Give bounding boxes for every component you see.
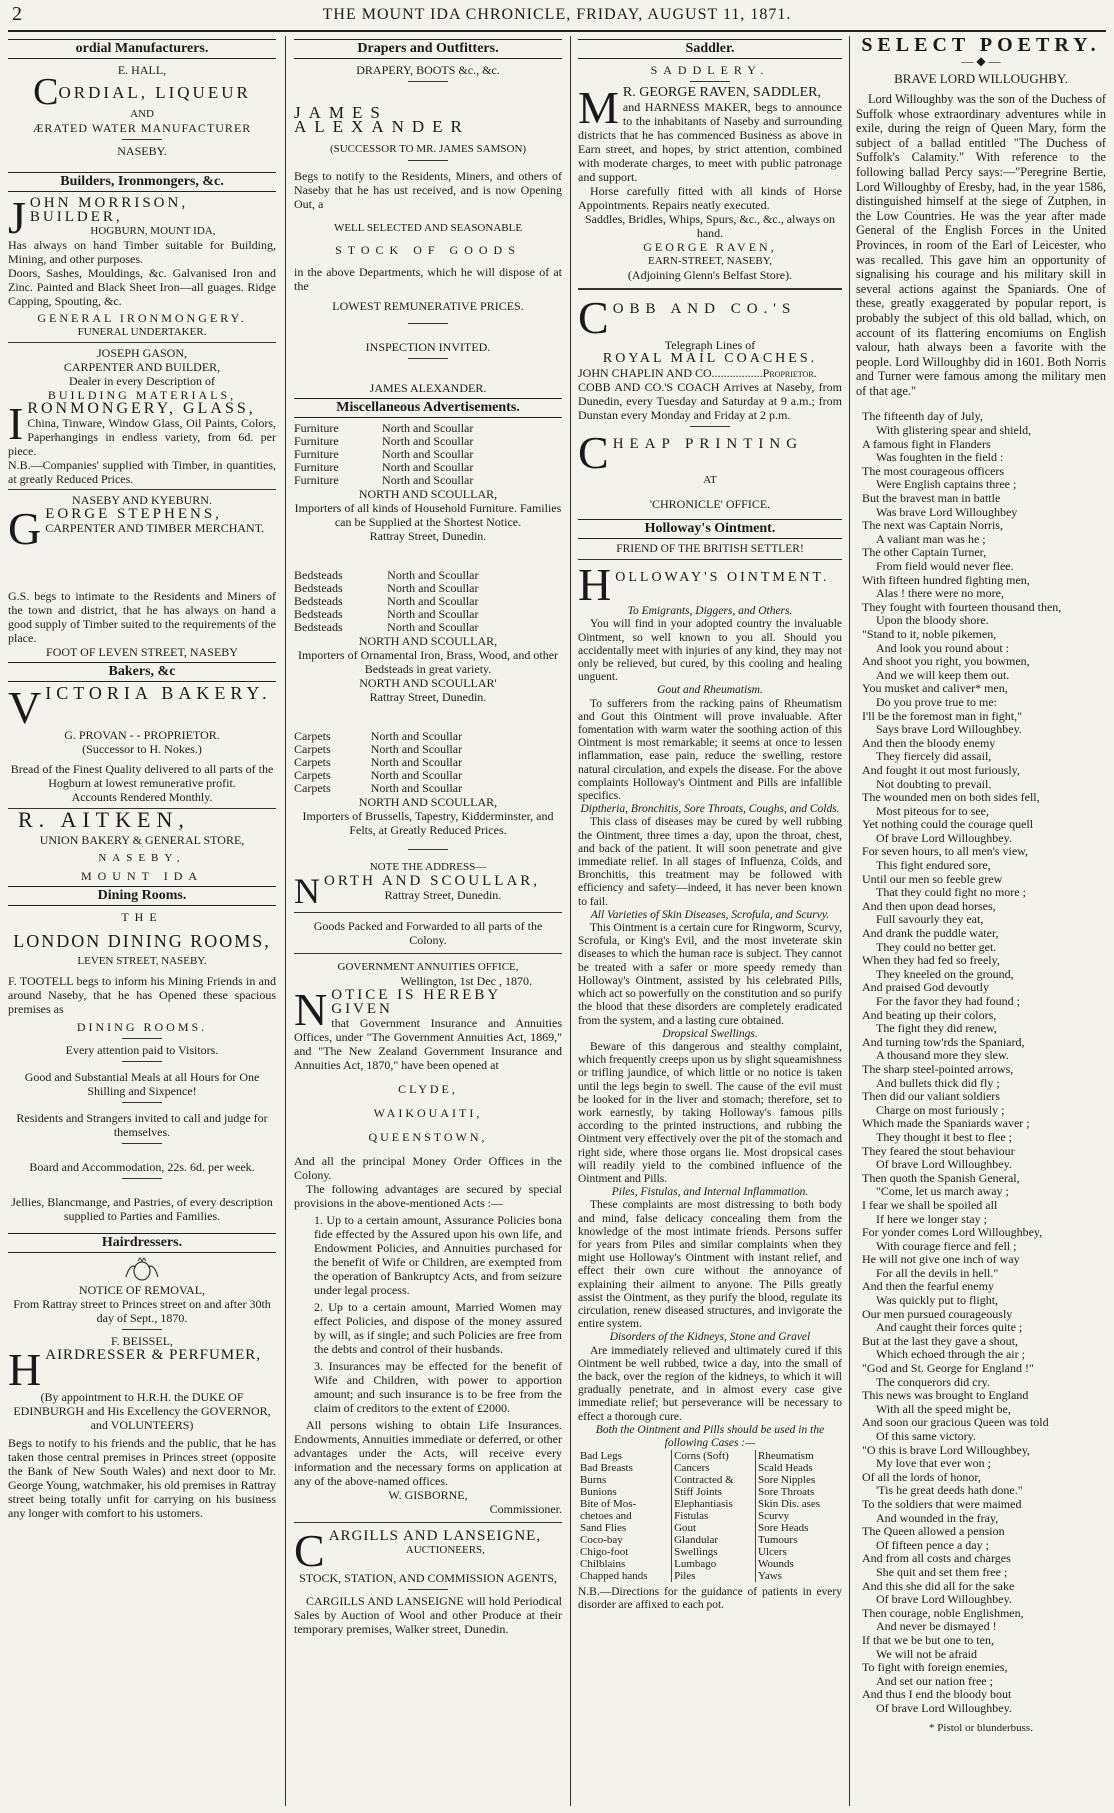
case-item: Bunions xyxy=(580,1486,617,1499)
poem-line: The other Captain Turner, xyxy=(862,545,987,560)
poem-line: And then the bloody enemy xyxy=(862,735,996,750)
column-divider xyxy=(570,36,571,1806)
poem-line: 'Tis he great deeds hath done." xyxy=(876,1483,1023,1498)
case-item: Chapped hands xyxy=(580,1570,648,1583)
poem-line: With courage fierce and fell ; xyxy=(876,1238,1017,1253)
poem-line: Until our men so feeble grew xyxy=(862,871,1003,886)
poem-line: And look you round about : xyxy=(876,640,1009,655)
masthead xyxy=(0,0,1114,30)
case-item: Yaws xyxy=(758,1570,782,1583)
poem-line: The wounded men on both sides fell, xyxy=(862,790,1040,805)
footnote: * Pistol or blunderbuss. xyxy=(929,1722,1033,1735)
case-item: Burns xyxy=(580,1474,607,1487)
case-item: Scurvy xyxy=(758,1510,790,1523)
case-item: Cancers xyxy=(674,1462,710,1475)
poem-line: But the bravest man in battle xyxy=(862,491,1001,506)
poem-line: For the favor they had found ; xyxy=(876,994,1020,1008)
poem-line: We will not be afraid xyxy=(876,1646,977,1661)
poem-title: BRAVE LORD WILLOUGHBY. xyxy=(894,71,1068,86)
poem-line: And we will keep them out. xyxy=(876,667,1010,682)
poem-line: For seven hours, to all men's view, xyxy=(862,844,1029,859)
government-annuities-ad: GOVERNMENT ANNUITIES OFFICE, Wellington, 1st Dec , 1870. N OTICE IS HEREBY GIVEN that Government Insurance and Annuities Offices, under "The Government Annuities Act, 1869," and "The New Zealand Government Insurance and Annuities Act, 1870," have been opened at CLYDE, WAIKOUAITI, QUEENSTOWN, And all the principal Money Order Offices in the Colony. The following advantages are secured by special provisions in the above-mentioned Acts :— 1. Up to a certain amount, Assurance Policies bona fide effected by the Assured upon his own life, and Endowment Policies, and Annuities purchased for the benefit of Wife or Children, are exempted from the operation of Bankruptcy Acts, and from seizure under legal process. 2. Up to a certain amount, Married Women may effect Policies, and dispose of the money assured by will, as if single; and such Policies are free from the debts and control of their husbands. 3. Insurances may be effected for the benefit of Wife and Children, with power to apportion amount; and such insurance is to be free from the claim of creditors to the extent of £2000. All persons wishing to obtain Life Insurances. Endowments, Annuities immediate or deferred, or other advantages under the Acts, will receive every information and the necessary forms on application at any of the above-named offices. W. GISBORNE, Commissioner. xyxy=(294,961,562,1516)
poem-line: I fear we shall be spoiled all xyxy=(862,1197,998,1212)
poem-line: With all the speed might be, xyxy=(876,1401,1011,1416)
poem-line: And then the fearful enemy xyxy=(862,1279,994,1294)
poem-line: Not doubting to prevail. xyxy=(876,776,992,791)
poem-line: And turning tow'rds the Spaniard, xyxy=(862,1034,1025,1049)
cordial-ad: CORDIAL, LIQUEUR xyxy=(33,71,251,113)
poem-line: The next was Captain Norris, xyxy=(862,518,1003,533)
case-item: Glandular xyxy=(674,1534,719,1547)
column-1: ordial Manufacturers. E. HALL, CORDIAL, LIQUEUR AND ÆRATED WATER MANUFACTURER NASEBY. Builders, Ironmongers, &c. J OHN MORRISON, BUILDER, HOGBURN, MOUNT IDA, Has always on hand Timber suitable for Building, Mining, and other purposes. Doors, Sashes, Mouldings, &c. Galvanised Iron and Zinc. Painted and Black Sheet Iron—all guages. Ridge Capping, Spouting, &c. GENERAL IRONMONGERY. FUNERAL UNDERTAKER. JOSEPH GASON, CARPENTER AND BUILDER, Dealer in every Description of BUILDING MATERIALS, I RONMONGERY, GLASS, China, Tinware, Window Glass, Oil Paints, Colors, Paperhangings in endless variety, from 6d. per piece. N.B.—Companies' supplied with Timber, in quantities, at greatly Reduced Prices. NASEBY AND KYEBURN. G EORGE STEPHENS, CARPENTER AND TIMBER MERCHANT. G.S. begs to intimate to the Residents and Miners of the town and district, that he has always on hand a good supply of Timber suited to the requirements of the place. FOOT OF LEVEN STREET, NASEBY Bakers, &c V ICTORIA BAKERY. G. PROVAN - - PROPRIETOR. (Successor to H. Nokes.) Bread of the Finest Quality delivered to all parts of the Hogburn at lowest remunerative profit. Accounts Rendered Monthly. R. AITKEN, UNION BAKERY & GENERAL STORE, NASEBY, MOUNT IDA Dining Rooms. THE LONDON DINING ROOMS, LEVEN STREET, NASEBY. F. TOOTELL begs to inform his Mining Friends in and around Naseby, that he has Opened these spacious premises as DINING ROOMS. Every attention paid to Visitors. Good and Substantial Meals at all Hours for One Shilling and Sixpence! Residents and Strangers invited to call and judge for themselves. Board and Accommodation, 22s. 6d. per week. Jellies, Blancmange, and Pastries, of every description supplied to Parties and Families. Hairdressers. NOTICE OF REMOVAL, From Rattray street to Princes street on and after 30th day of Sept., 1870. F. BEISSEL, H AIRDRESSER & PERFUMER, (By appointment to H.R.H. the DUKE OF EDINBURGH and His Excellency the GOVERNOR, and VOLUNTEERS) Begs to notify to his friends and the public, that he has taken those central premises in Princes street (opposite the Bank of New South Wales) and next door to Mr. George Young, watchmaker, his old premises in Rattray street being totally unfit for carrying on his business any longer with comfort to his ustomers. xyxy=(8,41,276,1520)
poem-line: With fifteen hundred fighting men, xyxy=(862,572,1030,587)
victoria-bakery-ad: V ICTORIA BAKERY. G. PROVAN - - PROPRIETOR. (Successor to H. Nokes.) Bread of the Finest Quality delivered to all parts of the Hogburn at lowest remunerative profit. Accounts Rendered Monthly. xyxy=(8,682,274,804)
case-item: Bad Legs xyxy=(580,1450,622,1463)
poem-line: You musket and caliver* men, xyxy=(862,681,1008,696)
poem-line: I'll be the foremost man in fight," xyxy=(862,708,1023,723)
case-item: Fistulas xyxy=(674,1510,709,1523)
poem-line: This news was brought to England xyxy=(862,1388,1029,1403)
column-4 xyxy=(856,36,1106,1806)
poem-line: And this she did all for the sake xyxy=(862,1578,1015,1593)
note-address: NOTE THE ADDRESS— N ORTH AND SCOULLAR, Rattray Street, Dunedin. xyxy=(294,861,541,911)
north-scoullar-bedsteads: Bedsteads North and Scoullar Bedsteads North and Scoullar Bedsteads North and Scoullar Bedsteads North and Scoullar Bedsteads North and Scoullar NORTH AND SCOULLAR, Importers of Ornamental Iron, Brass, Wood, and other Bedsteads in great variety. NORTH AND SCOULLAR' Rattray Street, Dunedin. xyxy=(294,568,559,704)
poem-line: They fought with fourteen thousand then, xyxy=(862,599,1062,614)
case-item: Skin Dis. ases xyxy=(758,1498,821,1511)
poem-line: They thought it best to flee ; xyxy=(876,1129,1012,1144)
poem-line: They feared the stout behaviour xyxy=(862,1143,1015,1158)
royal-crest-icon xyxy=(122,1257,162,1283)
poem-line: She quit and set them free ; xyxy=(876,1564,1008,1579)
column-divider xyxy=(849,36,850,1806)
ornament-divider: — ◆ — xyxy=(961,54,1001,68)
case-item: Contracted & xyxy=(674,1474,734,1487)
case-item: Coco-bay xyxy=(580,1534,623,1547)
poem-line: Of brave Lord Willoughbey. xyxy=(876,1592,1012,1607)
poem-line: Says brave Lord Willoughbey. xyxy=(876,722,1022,737)
poem-line: Do you prove true to me: xyxy=(876,694,997,709)
poem-line: The fifteenth day of July, xyxy=(862,409,983,424)
poem-line: And set our nation free ; xyxy=(876,1673,993,1688)
poem-body xyxy=(856,410,1106,1715)
north-scoullar-furniture: Furniture North and Scoullar Furniture North and Scoullar Furniture North and Scoullar Furniture North and Scoullar Furniture North and Scoullar NORTH AND SCOULLAR, Importers of all kinds of Household Furniture. Families can be Supplied at the Shortest Notice. Rattray Street, Dunedin. xyxy=(294,421,562,543)
poem-line: They kneeled on the ground, xyxy=(876,966,1014,981)
poem-line: This fight endured sore, xyxy=(876,858,991,873)
masthead-rule xyxy=(8,30,1106,32)
stephens-ad: NASEBY AND KYEBURN. G EORGE STEPHENS, CARPENTER AND TIMBER MERCHANT. G.S. begs to intimate to the Residents and Miners of the town and district, that he has always on hand a good supply of Timber suited to the requirements of the place. FOOT OF LEVEN STREET, NASEBY xyxy=(8,493,276,659)
poem-line: He will not give one inch of way xyxy=(862,1252,1020,1267)
poem-line: But at the last they gave a shout, xyxy=(862,1333,1018,1348)
poem-line: A famous fight in Flanders xyxy=(862,436,991,451)
section-heading: ordial Manufacturers. xyxy=(8,39,276,59)
case-item: Stiff Joints xyxy=(674,1486,722,1499)
poem-line: Upon the bloody shore. xyxy=(876,613,989,628)
poem-line: Our men pursued courageously xyxy=(862,1306,1013,1321)
poem-line: Were English captains three ; xyxy=(876,477,1017,492)
column-divider xyxy=(285,36,286,1806)
poem-line: And soon our gracious Queen was told xyxy=(862,1415,1049,1430)
case-item: Sore Throats xyxy=(758,1486,815,1499)
cobb-co-ad: C OBB AND CO.'S Telegraph Lines of ROYAL MAIL COACHES. JOHN CHAPLIN AND CO.................Proprietor. COBB AND CO.'S COACH Arrives at Naseby, from Dunedin, every Tuesday and Saturday at 9 a.m.; from Dunstan every Monday and Friday at 2 p.m. xyxy=(578,292,842,422)
london-dining-rooms-ad: THE LONDON DINING ROOMS, LEVEN STREET, NASEBY. F. TOOTELL begs to inform his Mining Friends in and around Naseby, that he has Opened these spacious premises as DINING ROOMS. Every attention paid to Visitors. Good and Substantial Meals at all Hours for One Shilling and Sixpence! Residents and Strangers invited to call and judge for themselves. Board and Accommodation, 22s. 6d. per week. Jellies, Blancmange, and Pastries, of every description supplied to Parties and Families. xyxy=(8,910,276,1223)
page-number: 2 xyxy=(12,3,22,25)
case-item: Sand Flies xyxy=(580,1522,627,1535)
case-item: Sore Heads xyxy=(758,1522,809,1535)
alexander-ad: DRAPERY, BOOTS &c., &c. JAMES ALEXANDER (SUCCESSOR TO MR. JAMES SAMSON) Begs to notify to the Residents, Miners, and others of Naseby that he has ust received, and is now Opening Out, a WELL SELECTED AND SEASONABLE STOCK OF GOODS in the above Departments, which he will dispose of at the LOWEST REMUNERATIVE PRICES. INSPECTION INVITED. JAMES ALEXANDER. xyxy=(294,63,562,395)
poem-line: My love that ever won ; xyxy=(876,1456,991,1471)
poem-line: And wounded in the fray, xyxy=(876,1510,999,1525)
section-heading: Drapers and Outfitters. xyxy=(294,39,562,59)
case-item: Bad Breasts xyxy=(580,1462,633,1475)
poem-line: That they could fight no more ; xyxy=(876,885,1026,900)
poem-line: To fight with foreign enemies, xyxy=(862,1660,1008,1675)
holloway-ointment-ad: FRIEND OF THE BRITISH SETTLER! H OLLOWAY'S OINTMENT. To Emigrants, Diggers, and Others. You will find in your adopted country the invaluable Ointment, so well known to you all. Should you accidentally meet with injuries of any kind, they may not only be relieved, but cured, by this cooling and healing unguent. Gout and Rheumatism. To sufferers from the racking pains of Rheumatism and Gout this Ointment will prove invaluable. After fomentation with warm water the soothing action of this Ointment is most remarkable; it seems at once to lessen inflammation, ease pain, reduce the swelling, restore natural circulation, and expels the disease. For the above complaints Holloway's Ointment and Pills are infallible specifics. Diptheria, Bronchitis, Sore Throats, Coughs, and Colds. This class of diseases may be cured by well rubbing the Ointment, three times a day, upon the throat, chest, and back of the patient. It will soon penetrate and give immediate relief. In all stages of Influenza, Colds, and Bronchitis, this treatment may be followed with efficiency and safety—indeed, it has never been known to fail. All Varieties of Skin Diseases, Scrofula, and Scurvy. This Ointment is a certain cure for Ringworm, Scurvy, Scrofula, or King's Evil, and the most inveterate skin diseases to which the human race is subject. They cannot be treated with a safer or more speedy remedy than Holloway's Ointment, assisted by his celebrated Pills, which act so powerfully on the constitution and so purify the blood that these disorders are completely eradicated from the system, and a lasting cure obtained. Dropsical Swellings. Beware of this dangerous and stealthy complaint, which frequently creeps upon us by slight squeamishness or trifling jaundice, of which little or no notice is taken until the legs begin to swell. The cause of the evil must be looked for in the liver and stomach; therefore, set to work earnestly, by taking Holloway's famous pills according to the printed instructions, and rubbing the Ointment very effectively over the pit of the stomach and right side, where those organs lie. Most dropsical cases will readily yield to the combined influence of the Ointment and Pills. Piles, Fistulas, and Internal Inflammation. These complaints are most distressing to both body and mind, false delicacy concealing them from the knowledge of the most intimate friends. Persons suffer for years from Piles and similar complaints when they might use Holloway's Ointment with instant relief, and effect their own cure without the annoyance of explaining their ailment to anyone. The Pills greatly assist the Ointment, as they purify the blood, regulate its circulation, renew diseased structures, and invigorate the entire system. Disorders of the Kidneys, Stone and Gravel Are immediately relieved and ultimately cured if this Ointment be well rubbed, twice a day, into the small of the back, over the region of the kidneys, to which it will gradually penetrate, and in almost every case give immediate relief; but perseverance will be necessary to effect a thorough cure. Both the Ointment and Pills should be used in the following Cases :— Bad Legs Bad Breasts Burns Bunions Bite of Mos- chetoes and Sand Flies Coco-bay Chigo-foot Chilblains Chapped hands Corns (Soft) Cancers Contracted & Stiff Joints Elephantiasis Fistulas Gout Glandular Swellings Lumbago Piles Rheumatism Scald Heads Sore Nipples Sore Throats Skin Dis. ases Scurvy Sore Heads Tumours Ulcers Wounds Yaws N.B.—Directions for the guidance of patients in every disorder are affixed to each pot. xyxy=(578,543,842,1612)
section-heading: Dining Rooms. xyxy=(8,886,276,906)
poem-line: Full savourly they eat, xyxy=(876,912,984,927)
case-item: Bite of Mos- xyxy=(580,1498,637,1511)
poem-line: "God and St. George for England !" xyxy=(862,1361,1034,1376)
section-heading: Builders, Ironmongers, &c. xyxy=(8,172,276,192)
cases-table xyxy=(578,1450,842,1582)
poem-line: And then upon dead horses, xyxy=(862,898,996,913)
section-heading: Saddler. xyxy=(578,39,842,59)
poem-line: Was brave Lord Willoughbey xyxy=(876,504,1018,519)
poem-line: Then courage, noble Englishmen, xyxy=(862,1605,1024,1620)
case-item: chetoes and xyxy=(580,1510,632,1523)
cargills-ad: C ARGILLS AND LANSEIGNE, AUCTIONEERS, STOCK, STATION, AND COMMISSION AGENTS, CARGILLS AND LANSEIGNE will hold Periodical Sales by Auction of Wool and other Produce at their temporary premises, Walker street, Dunedin. xyxy=(294,1525,562,1636)
poem-line: The sharp steel-pointed arrows, xyxy=(862,1061,1014,1076)
poem-line: Then did our valiant soldiers xyxy=(862,1089,1000,1104)
gason-ad: JOSEPH GASON, CARPENTER AND BUILDER, Dealer in every Description of BUILDING MATERIALS, I RONMONGERY, GLASS, China, Tinware, Window Glass, Oil Paints, Colors, Paperhangings in endless variety, from 6d. per piece. N.B.—Companies' supplied with Timber, in quantities, at greatly Reduced Prices. xyxy=(8,346,276,486)
section-heading: Holloway's Ointment. xyxy=(578,519,842,539)
poem-line: For all the devils in hell." xyxy=(876,1265,999,1280)
case-item: Scald Heads xyxy=(758,1462,813,1475)
poem-line: And fought it out most furiously, xyxy=(862,762,1020,777)
poem-line: Which echoed through the air ; xyxy=(876,1347,1025,1362)
poem-line: And from all costs and charges xyxy=(862,1551,1011,1566)
poem-line: And never be dismayed ! xyxy=(876,1619,997,1634)
poem-line: And beating up their colors, xyxy=(862,1007,997,1022)
case-item: Tumours xyxy=(758,1534,798,1547)
column-2: Drapers and Outfitters. DRAPERY, BOOTS &c., &c. JAMES ALEXANDER (SUCCESSOR TO MR. JAMES SAMSON) Begs to notify to the Residents, Miners, and others of Naseby that he has ust received, and is now Opening Out, a WELL SELECTED AND SEASONABLE STOCK OF GOODS in the above Departments, which he will dispose of at the LOWEST REMUNERATIVE PRICES. INSPECTION INVITED. JAMES ALEXANDER. Miscellaneous Advertisements. Furniture North and Scoullar Furniture North and Scoullar Furniture North and Scoullar Furniture North and Scoullar Furniture North and Scoullar NORTH AND SCOULLAR, Importers of all kinds of Household Furniture. Families can be Supplied at the Shortest Notice. Rattray Street, Dunedin. Bedsteads North and Scoullar Bedsteads North and Scoullar Bedsteads North and Scoullar Bedsteads North and Scoullar Bedsteads North and Scoullar NORTH AND SCOULLAR, Importers of Ornamental Iron, Brass, Wood, and other Bedsteads in great variety. NORTH AND SCOULLAR' Rattray Street, Dunedin. Carpets North and Scoullar Carpets North and Scoullar Carpets North and Scoullar Carpets North and Scoullar Carpets North and Scoullar NORTH AND SCOULLAR, Importers of Brussells, Tapestry, Kidderminster, and Felts, at Greatly Reduced Prices. NOTE THE ADDRESS— N ORTH AND SCOULLAR, Rattray Street, Dunedin. Goods Packed and Forwarded to all parts of the Colony. GOVERNMENT ANNUITIES OFFICE, Wellington, 1st Dec , 1870. N OTICE IS HEREBY GIVEN that Government Insurance and Annuities Offices, under "The Government Annuities Act, 1869," and "The New Zealand Government Insurance and Annuities Act, 1870," have been opened at CLYDE, WAIKOUAITI, QUEENSTOWN, And all the principal Money Order Offices in the Colony. The following advantages are secured by special provisions in the above-mentioned Acts :— 1. Up to a certain amount, Assurance Policies bona fide effected by the Assured upon his own life, and Endowment Policies, and Annuities purchased for the benefit of Wife or Children, are exempted from the operation of Bankruptcy Acts, and from seizure under legal process. 2. Up to a certain amount, Married Women may effect Policies, and dispose of the money assured by will, as if single; and such Policies are free from the debts and control of their husbands. 3. Insurances may be effected for the benefit of Wife and Children, with power to apportion amount; and such insurance is to be free from the claim of creditors to the extent of £2000. All persons wishing to obtain Life Insurances. Endowments, Annuities immediate or deferred, or other advantages under the Acts, will receive every information and the necessary forms on application at any of the above-named offices. W. GISBORNE, Commissioner. C ARGILLS AND LANSEIGNE, AUCTIONEERS, STOCK, STATION, AND COMMISSION AGENTS, CARGILLS AND LANSEIGNE will hold Periodical Sales by Auction of Wool and other Produce at their temporary premises, Walker street, Dunedin. xyxy=(294,41,562,1636)
poem-line: "Stand to it, noble pikemen, xyxy=(862,626,997,641)
case-item: Corns (Soft) xyxy=(674,1450,729,1463)
poem-line: The fight they did renew, xyxy=(876,1021,997,1036)
poem-line: With glistering spear and shield, xyxy=(876,423,1032,438)
poem-line: Of fifteen pence a day ; xyxy=(876,1537,989,1552)
case-item: Wounds xyxy=(758,1558,794,1571)
poem-line: Alas ! there were no more, xyxy=(876,586,1004,601)
poem-line: And bullets thick did fly ; xyxy=(876,1075,1000,1090)
poem-line: And caught their forces quite ; xyxy=(876,1320,1023,1335)
poem-line: And shoot you right, you bowmen, xyxy=(862,654,1030,669)
case-item: Swellings xyxy=(674,1546,718,1559)
poem-line: Of this same victory. xyxy=(876,1429,976,1443)
poem-line: Was foughten in the field : xyxy=(876,450,1004,465)
beissel-ad: NOTICE OF REMOVAL, From Rattray street to Princes street on and after 30th day of Sept., 1870. F. BEISSEL, H AIRDRESSER & PERFUMER, (By appointment to H.R.H. the DUKE OF EDINBURGH and His Excellency the GOVERNOR, and VOLUNTEERS) Begs to notify to his friends and the public, that he has taken those central premises in Princes street (opposite the Bank of New South Wales) and next door to Mr. George Young, watchmaker, his old premises in Rattray street being totally unfit for carrying on his business any longer with comfort to his ustomers. xyxy=(8,1257,276,1520)
poem-line: Of brave Lord Willoughbey. xyxy=(876,1700,1012,1715)
case-item: Chilblains xyxy=(580,1558,626,1571)
case-item: Ulcers xyxy=(758,1546,787,1559)
section-heading: Hairdressers. xyxy=(8,1233,276,1253)
poem-line: Was quickly put to flight, xyxy=(876,1293,999,1308)
case-item: Lumbago xyxy=(674,1558,717,1571)
section-heading: Miscellaneous Advertisements. xyxy=(294,398,562,418)
case-item: Elephantiasis xyxy=(674,1498,733,1511)
poem-line: To the soldiers that were maimed xyxy=(862,1496,1022,1511)
poem-line: For yonder comes Lord Willoughbey, xyxy=(862,1225,1043,1240)
poem-line: Of brave Lord Willoughbey. xyxy=(876,1157,1012,1172)
north-scoullar-carpets: Carpets North and Scoullar Carpets North and Scoullar Carpets North and Scoullar Carpets North and Scoullar Carpets North and Scoullar NORTH AND SCOULLAR, Importers of Brussells, Tapestry, Kidderminster, and Felts, at Greatly Reduced Prices. xyxy=(294,729,554,837)
aitken-ad: R. AITKEN, UNION BAKERY & GENERAL STORE, NASEBY, MOUNT IDA xyxy=(18,807,245,883)
poem-line: Which made the Spaniards waver ; xyxy=(862,1116,1030,1131)
poem-line: And praised God devoutly xyxy=(862,980,989,995)
newspaper-title: THE MOUNT IDA CHRONICLE, FRIDAY, AUGUST 11, 1871. xyxy=(322,6,792,23)
cheap-printing-ad: C HEAP PRINTING AT 'CHRONICLE' OFFICE. xyxy=(578,427,804,511)
poem-line: Then quoth the Spanish General, xyxy=(862,1170,1020,1185)
poem-line: If that we be but one to ten, xyxy=(862,1632,994,1647)
select-poetry-heading: SELECT POETRY. xyxy=(861,36,1101,56)
poem-line: They fiercely did assail, xyxy=(876,749,992,764)
poem-line: And thus I end the bloody bout xyxy=(862,1687,1012,1702)
poem-line: A thousand more they slew. xyxy=(876,1048,1009,1063)
section-heading: Bakers, &c xyxy=(8,662,276,682)
poem-intro: Lord Willoughby was the son of the Duchess of Suffolk whose extraordinary adventures while in exile, during the reign of Queen Mary, form the subject of a ballad entitled "The Duchess of Suffolk's Calamity." With reference to the following ballad Percy says:—"Peregrine Bertie, Lord Willoughby of Eresby, had, in the year 1586, distinguished himself at the siege of Zutphen, in the Low Countries. He was the year after made General of the English Forces in the United Provinces, in room of the Earl of Leicester, who was recalled. This gave him an opportunity of signalising his courage and his military skill in several actions against the Spaniards. One of these, greatly exaggerated by popular report, is probably the subject of this old ballad, which, on account of its flattering encomiums on English valour, hath always been a favorite with the people. Lord Willoughby did in 1601. Both Norris and Turner were famous among the military men of that age." xyxy=(856,92,1106,398)
poem-line: Charge on most furiously ; xyxy=(876,1102,1005,1117)
case-item: Gout xyxy=(674,1522,697,1535)
case-item: Rheumatism xyxy=(758,1450,814,1463)
poem-line: Yet nothing could the courage quell xyxy=(862,817,1034,832)
poem-line: If here we longer stay ; xyxy=(876,1211,987,1226)
column-3 xyxy=(578,36,842,1806)
poem-line: A valiant man was he ; xyxy=(876,531,986,546)
case-item: Piles xyxy=(674,1570,696,1583)
poem-line: When they had fed so freely, xyxy=(862,953,1000,968)
poem-line: "Come, let us march away ; xyxy=(876,1184,1009,1199)
poem-line: Most piteous for to see, xyxy=(876,803,989,818)
poem-line: "O this is brave Lord Willoughbey, xyxy=(862,1442,1031,1457)
poem-line: Of brave Lord Willoughbey. xyxy=(876,830,1012,845)
poem-line: And drank the puddle water, xyxy=(862,926,999,941)
poem-line: The conquerors did cry. xyxy=(876,1374,990,1389)
raven-saddlery-ad: SADDLERY. M R. GEORGE RAVEN, SADDLER, and HARNESS MAKER, begs to announce to the inhabitants of Naseby and surrounding districts that he has commenced Business as above in Earn street, and hopes, by strict attention, combined with moderate charges, to meet with public patronage and support. Horse carefully fitted with all kinds of Horse Appointments. Repairs neatly executed. Saddles, Bridles, Whips, Spurs, &c., &c., always on hand. GEORGE RAVEN, EARN-STREET, NASEBY, (Adjoining Glenn's Belfast Store). xyxy=(578,63,842,282)
poem-line: Of all the lords of honor, xyxy=(862,1469,981,1484)
morrison-ad: J OHN MORRISON, BUILDER, HOGBURN, MOUNT IDA, Has always on hand Timber suitable for Building, Mining, and other purposes. Doors, Sashes, Mouldings, &c. Galvanised Iron and Zinc. Painted and Black Sheet Iron—all guages. Ridge Capping, Spouting, &c. GENERAL IRONMONGERY. FUNERAL UNDERTAKER. xyxy=(8,192,276,338)
case-item: Sore Nipples xyxy=(758,1474,816,1487)
poem-line: The Queen allowed a pension xyxy=(862,1524,1005,1539)
poem-line: They could no better get. xyxy=(876,939,997,954)
poem-line: The most courageous officers xyxy=(862,463,1005,478)
case-item: Chigo-foot xyxy=(580,1546,629,1559)
advertiser-name: E. HALL, xyxy=(117,63,167,77)
poem-line: From field would never flee. xyxy=(876,559,1014,573)
